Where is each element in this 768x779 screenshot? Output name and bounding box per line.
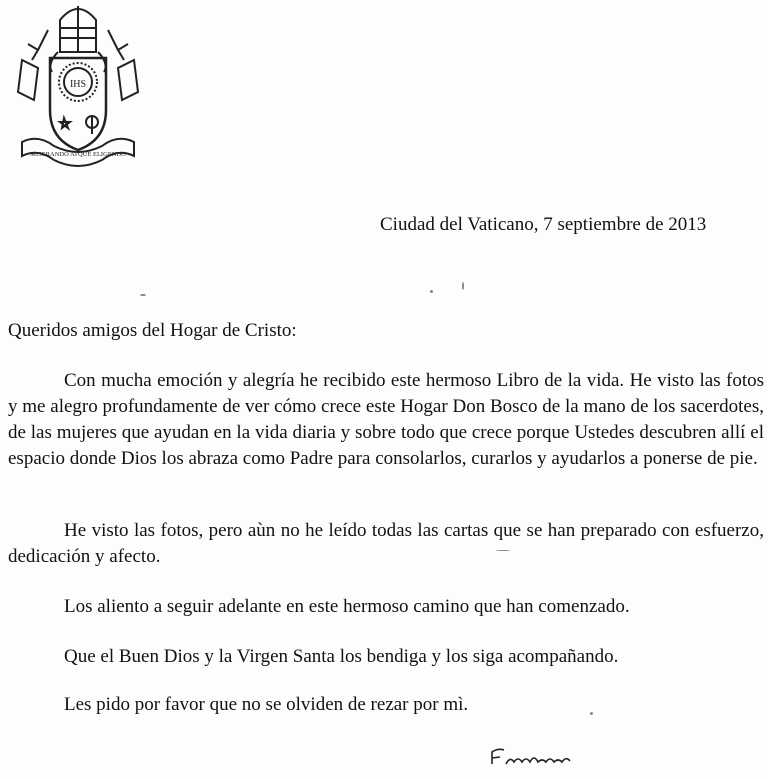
handwritten-signature	[490, 742, 580, 772]
signature-graphic	[490, 742, 580, 772]
paper-speck	[140, 294, 146, 296]
letter-paragraph: Con mucha emoción y alegría he recibido este hermoso Libro de la vida. He visto las fotos y me alegro profundamente de ver cómo crece este Hogar Don Bosco de la mano de los sacerdotes, de las mujeres que ayudan en la vida diaria y sobre todo que crece porque Ustedes descubren allí el espacio donde Dios los abraza como Padre para consolarlos, curarlos y ayudarlos a ponerse de pie.	[8, 370, 764, 469]
letter-line: Les pido por favor que no se olviden de rezar por mì.	[64, 694, 469, 715]
paper-speck	[496, 550, 510, 551]
paper-speck	[430, 290, 433, 293]
letter-line: Los aliento a seguir adelante en este hermoso camino que han comenzado.	[64, 596, 630, 617]
papal-coat-of-arms-icon	[8, 0, 148, 172]
paper-speck	[462, 282, 464, 290]
letter-salutation: Queridos amigos del Hogar de Cristo:	[8, 320, 297, 341]
coat-motto: MISERANDO ATQUE ELIGENDO	[30, 151, 126, 158]
coat-of-arms-graphic	[8, 0, 148, 172]
letter-paragraph: He visto las fotos, pero aùn no he leído todas las cartas que se han preparado con esfuerzo, dedicación y afecto.	[8, 520, 764, 567]
coat-monogram: IHS	[69, 79, 87, 90]
letter-dateline: Ciudad del Vaticano, 7 septiembre de 2013	[380, 214, 707, 235]
letter-line: Que el Buen Dios y la Virgen Santa los bendiga y los siga acompañando.	[64, 646, 619, 667]
paper-speck	[590, 712, 593, 715]
